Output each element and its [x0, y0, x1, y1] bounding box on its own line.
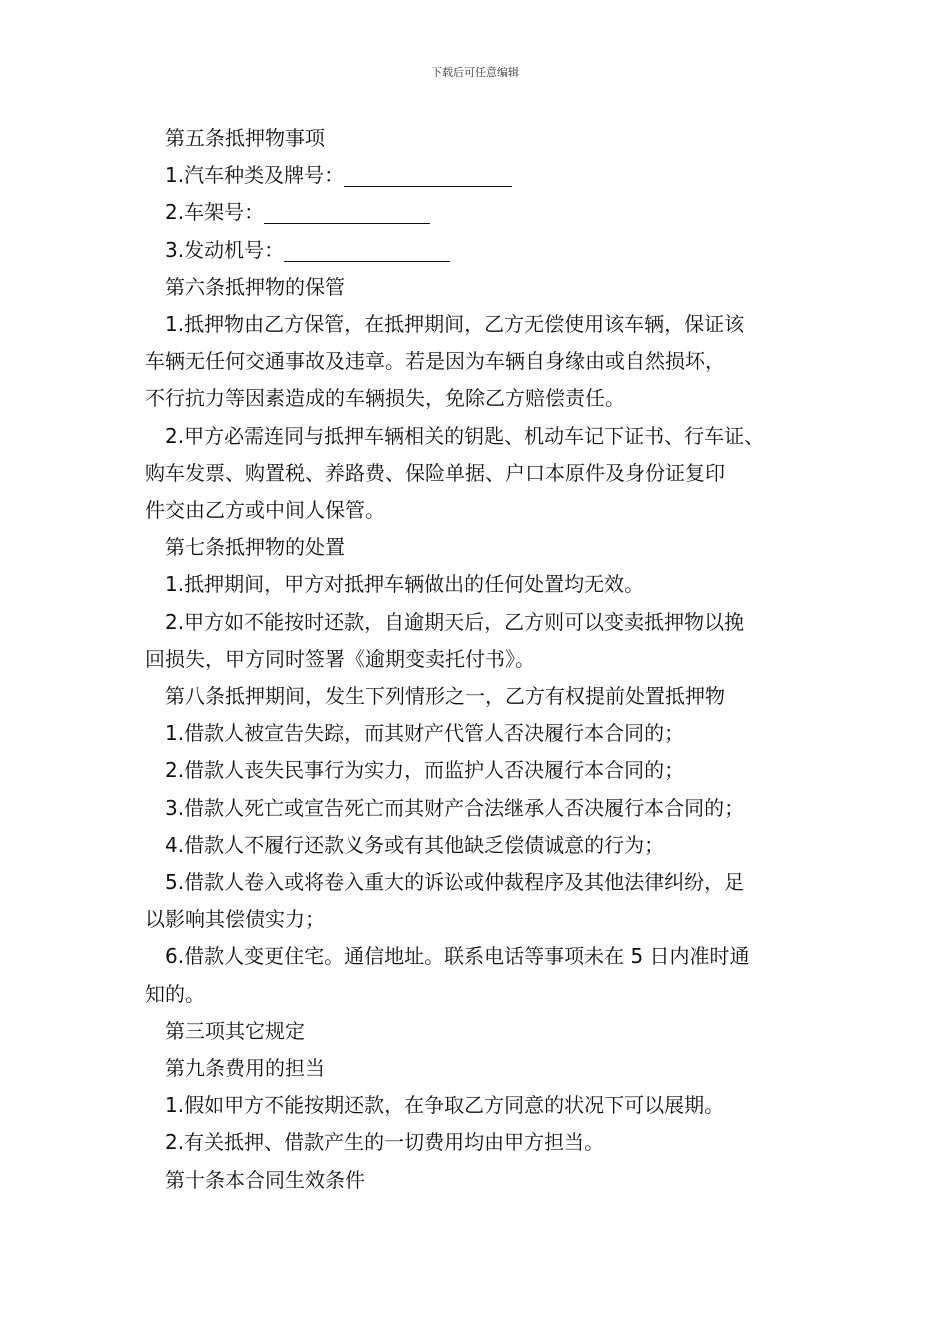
article-10-heading: 第十条本合同生效条件	[165, 1167, 365, 1192]
paragraph-line: 4.借款人不履行还款义务或有其他缺乏偿债诚意的行为；	[165, 832, 665, 857]
paragraph-line: 1.抵押物由乙方保管，在抵押期间，乙方无偿使用该车辆，保证该	[165, 312, 745, 337]
paragraph-line: 车辆无任何交通事故及违章。若是因为车辆自身缘由或自然损坏，	[145, 349, 725, 374]
frame-number-blank	[264, 201, 430, 224]
article-5-heading: 第五条抵押物事项	[165, 126, 325, 150]
frame-number-field	[145, 194, 815, 231]
paragraph-line: 5.借款人卷入或将卷入重大的诉讼或仲裁程序及其他法律纠纷，足	[165, 870, 745, 895]
paragraph-line: 2.借款人丧失民事行为实力，而监护人否决履行本合同的；	[165, 758, 685, 783]
section-3-heading: 第三项其它规定	[165, 1018, 305, 1043]
engine-number-field	[145, 232, 815, 269]
vehicle-type-plate-field	[145, 157, 815, 194]
paragraph-line: 2.甲方如不能按时还款，自逾期天后，乙方则可以变卖抵押物以挽	[165, 609, 745, 634]
frame-number-label: 2.车架号：	[165, 200, 265, 225]
engine-number-label: 3.发动机号：	[165, 237, 285, 262]
article-7-heading: 第七条抵押物的处置	[165, 535, 345, 560]
page-header: 下载后可任意编辑	[431, 66, 519, 79]
vehicle-type-plate-label: 1.汽车种类及牌号：	[165, 163, 345, 188]
paragraph-line: 购车发票、购置税、养路费、保险单据、户口本原件及身份证复印	[145, 460, 725, 485]
paragraph-line: 回损失，甲方同时签署《逾期变卖托付书》。	[145, 646, 535, 671]
paragraph-line: 不行抗力等因素造成的车辆损失，免除乙方赔偿责任。	[145, 386, 625, 411]
paragraph-line: 2.有关抵押、借款产生的一切费用均由甲方担当。	[165, 1130, 605, 1155]
paragraph-line: 2.甲方必需连同与抵押车辆相关的钥匙、机动车记下证书、行车证、	[165, 423, 765, 448]
paragraph-line: 3.借款人死亡或宣告死亡而其财产合法继承人否决履行本合同的；	[165, 795, 745, 820]
article-6-heading: 第六条抵押物的保管	[165, 274, 345, 299]
vehicle-type-plate-blank	[344, 164, 512, 187]
document-body	[145, 120, 815, 1199]
paragraph-line: 1.借款人被宣告失踪，而其财产代管人否决履行本合同的；	[165, 721, 685, 746]
paragraph-line: 1.抵押期间，甲方对抵押车辆做出的任何处置均无效。	[165, 572, 645, 597]
paragraph-line: 1.假如甲方不能按期还款，在争取乙方同意的状况下可以展期。	[165, 1093, 725, 1118]
engine-number-blank	[284, 239, 450, 262]
paragraph-line: 件交由乙方或中间人保管。	[145, 498, 385, 523]
article-9-heading: 第九条费用的担当	[165, 1056, 325, 1081]
paragraph-line: 以影响其偿债实力；	[145, 907, 325, 932]
paragraph-line: 知的。	[145, 981, 205, 1006]
article-8-heading: 第八条抵押期间，发生下列情形之一，乙方有权提前处置抵押物	[165, 684, 725, 709]
paragraph-line: 6.借款人变更住宅。通信地址。联系电话等事项未在 5 日内准时通	[165, 944, 750, 969]
